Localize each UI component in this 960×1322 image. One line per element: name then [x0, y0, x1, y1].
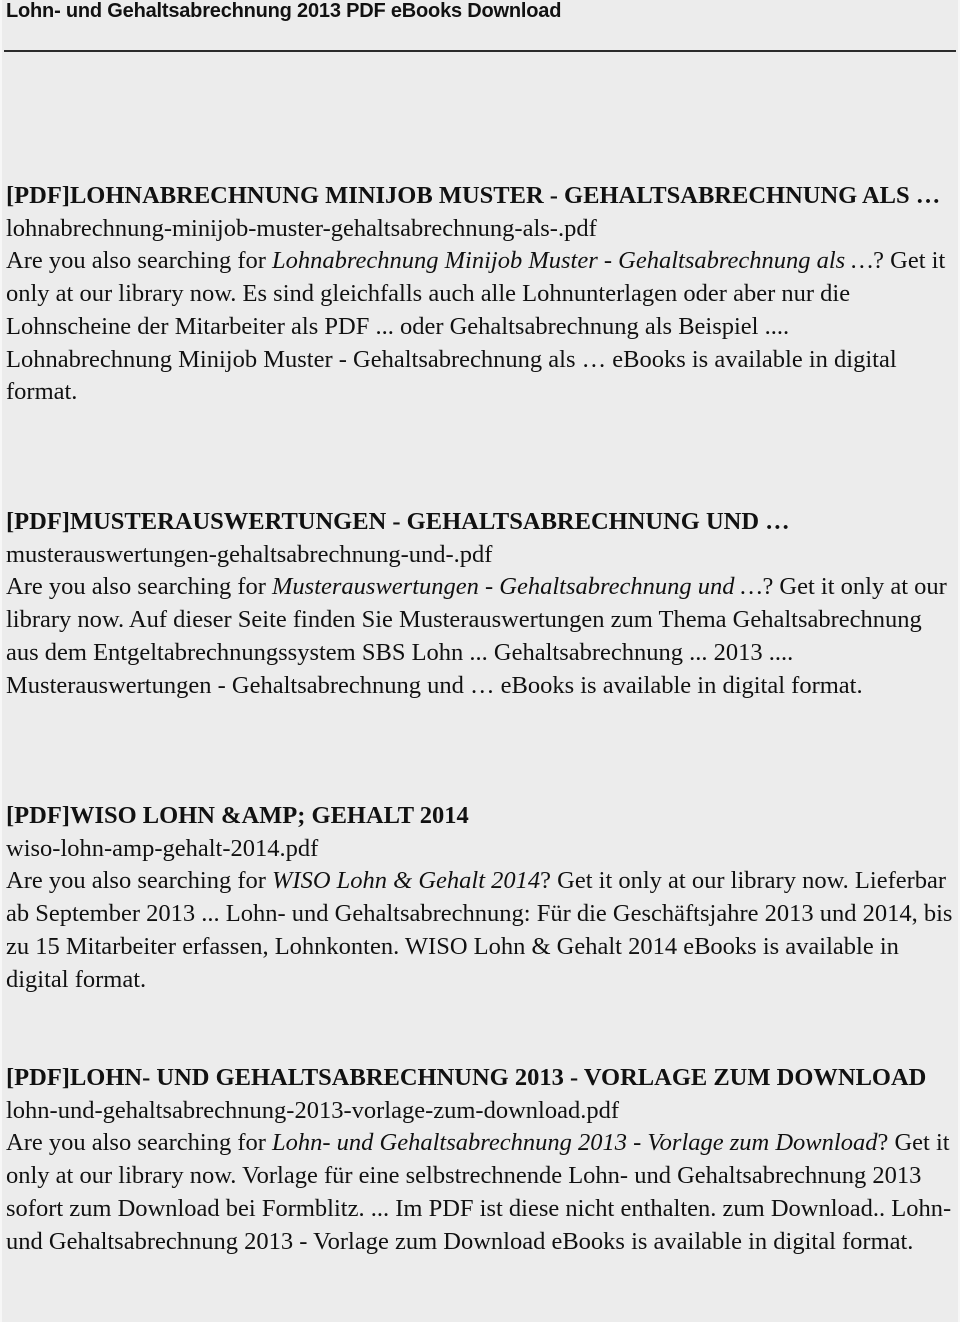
description-title: Lohnabrechnung Minijob Muster - Gehaltsabrechnung als …	[272, 247, 874, 275]
ebook-entry	[6, 1062, 954, 1258]
ebook-entry	[6, 800, 954, 996]
page-title: Lohn- und Gehaltsabrechnung 2013 PDF eBooks Download	[6, 0, 562, 22]
description-intro: Are you also searching for	[6, 573, 273, 601]
description-title: Musterauswertungen - Gehaltsabrechnung und …	[272, 573, 763, 601]
entry-description	[6, 1127, 954, 1258]
description-body: ? Get it only at our library now. Lieferbar ab September 2013 ... Lohn- und Gehaltsabrechnung: Für die Geschäftsjahre 2013 und 2014, bis zu 15 Mitarbeiter erfassen, Lohnkonten. WISO Lohn & Gehalt 2014 eBooks is available in digital format.	[6, 867, 953, 993]
entry-filename: musterauswertungen-gehaltsabrechnung-und-.pdf	[6, 540, 493, 568]
description-body: ? Get it only at our library now. Es sind gleichfalls auch alle Lohnunterlagen oder aber nur die Lohnscheine der Mitarbeiter als PDF ... oder Gehaltsabrechnung als Beispiel .... Lohnabrechnung Minijob Muster - Gehaltsabrechnung als … eBooks is available in digital format.	[6, 247, 946, 406]
description-intro: Are you also searching for	[6, 867, 273, 895]
description-intro: Are you also searching for	[6, 247, 273, 275]
entry-heading[interactable]: [PDF]LOHNABRECHNUNG MINIJOB MUSTER - GEHALTSABRECHNUNG ALS …	[6, 182, 941, 209]
header-divider	[4, 50, 956, 52]
entry-description	[6, 865, 954, 996]
ebook-entry	[6, 506, 954, 702]
description-title: Lohn- und Gehaltsabrechnung 2013 - Vorlage zum Download	[272, 1129, 878, 1157]
description-intro: Are you also searching for	[6, 1129, 273, 1157]
entry-heading[interactable]: [PDF]LOHN- UND GEHALTSABRECHNUNG 2013 - VORLAGE ZUM DOWNLOAD	[6, 1064, 927, 1091]
ebook-entry	[6, 180, 954, 409]
description-body: ? Get it only at our library now. Vorlage für eine selbstrechnende Lohn- und Gehaltsabrechnung 2013 sofort zum Download bei Formblitz. ... Im PDF ist diese nicht enthalten. zum Download.. Lohn- und Gehaltsabrechnung 2013 - Vorlage zum Download eBooks is available in digital format.	[6, 1129, 952, 1255]
description-body: ? Get it only at our library now. Auf dieser Seite finden Sie Musterauswertungen zum Thema Gehaltsabrechnung aus dem Entgeltabrechnungssystem SBS Lohn ... Gehaltsabrechnung ... 2013 .... Musterauswertungen - Gehaltsabrechnung und … eBooks is available in digital format.	[6, 573, 947, 699]
entry-filename: lohnabrechnung-minijob-muster-gehaltsabrechnung-als-.pdf	[6, 214, 597, 242]
entry-filename: wiso-lohn-amp-gehalt-2014.pdf	[6, 834, 319, 862]
entry-heading[interactable]: [PDF]MUSTERAUSWERTUNGEN - GEHALTSABRECHNUNG UND …	[6, 508, 790, 535]
description-title: WISO Lohn & Gehalt 2014	[272, 867, 541, 895]
entry-heading[interactable]: [PDF]WISO LOHN &AMP; GEHALT 2014	[6, 802, 469, 829]
entry-description	[6, 245, 954, 409]
entry-filename: lohn-und-gehaltsabrechnung-2013-vorlage-zum-download.pdf	[6, 1096, 619, 1124]
entry-description	[6, 571, 954, 702]
